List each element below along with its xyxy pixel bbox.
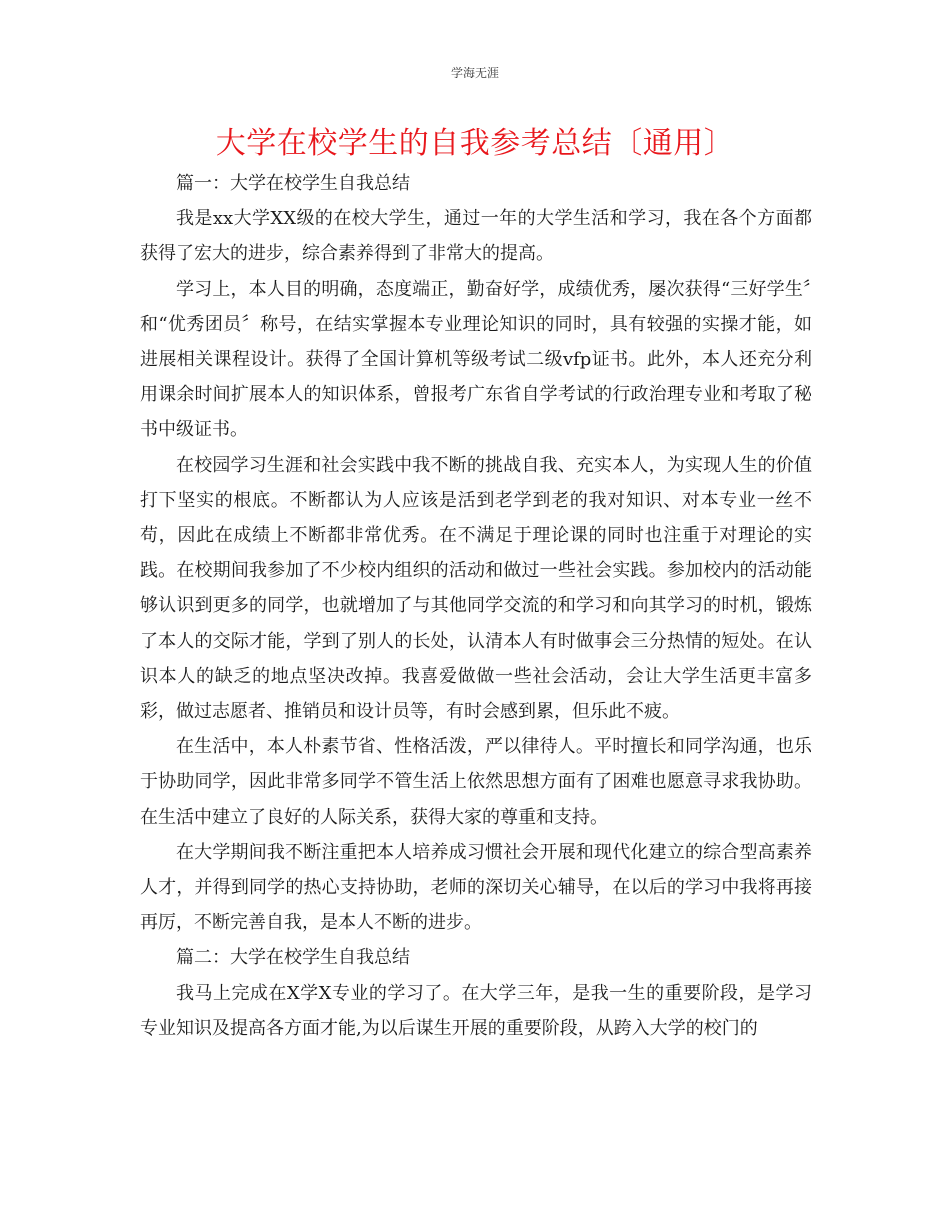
document-body (140, 166, 812, 1046)
paragraph: 我是xx大学XX级的在校大学生，通过一年的大学生活和学习，我在各个方面都获得了宏大的进步，综合素养得到了非常大的提高。 (140, 208, 812, 265)
paragraph: 学习上，本人目的明确，态度端正，勤奋好学，成绩优秀，屡次获得“三好学生〞和“优秀团员〞称号，在结实掌握本专业理论知识的同时，具有较强的实操才能，如进展相关课程设计。获得了全国计算机等级考试二级vfp证书。此外，本人还充分利用课余时间扩展本人的知识体系，曾报考广东省自学考试的行政治理专业和考取了秘书中级证书。 (140, 278, 812, 441)
page-header: 学海无涯 (450, 66, 499, 80)
section-heading-2: 篇二：大学在校学生自我总结 (176, 947, 410, 969)
section-heading-1: 篇一：大学在校学生自我总结 (176, 173, 410, 194)
document-title: 大学在校学生的自我参考总结〔通用〕 (215, 126, 735, 161)
paragraph: 在大学期间我不断注重把本人培养成习惯社会开展和现代化建立的综合型高素养人才，并得到同学的热心支持协助，老师的深切关心辅导，在以后的学习中我将再接再厉，不断完善自我，是本人不断的进步。 (140, 841, 812, 934)
paragraph: 在校园学习生涯和社会实践中我不断的挑战自我、充实本人，为实现人生的价值打下坚实的根底。不断都认为人应该是活到老学到老的我对知识、对本专业一丝不苟，因此在成绩上不断都非常优秀。在不满足于理论课的同时也注重于对理论的实践。在校期间我参加了不少校内组织的活动和做过一些社会实践。参加校内的活动能够认识到更多的同学，也就增加了与其他同学交流的和学习和向其学习的时机，锻炼了本人的交际才能，学到了别人的长处，认清本人有时做事会三分热情的短处。在认识本人的缺乏的地点坚决改掉。我喜爱做做一些社会活动，会让大学生活更丰富多彩，做过志愿者、推销员和设计员等，有时会感到累，但乐此不疲。 (140, 454, 812, 723)
paragraph: 在生活中，本人朴素节省、性格活泼，严以律待人。平时擅长和同学沟通，也乐于协助同学，因此非常多同学不管生活上依然思想方面有了困难也愿意寻求我协助。在生活中建立了良好的人际关系，获得大家的尊重和支持。 (140, 736, 812, 828)
paragraph: 我马上完成在X学X专业的学习了。在大学三年，是我一生的重要阶段，是学习专业知识及提高各方面才能,为以后谋生开展的重要阶段，从跨入大学的校门的 (140, 982, 812, 1039)
